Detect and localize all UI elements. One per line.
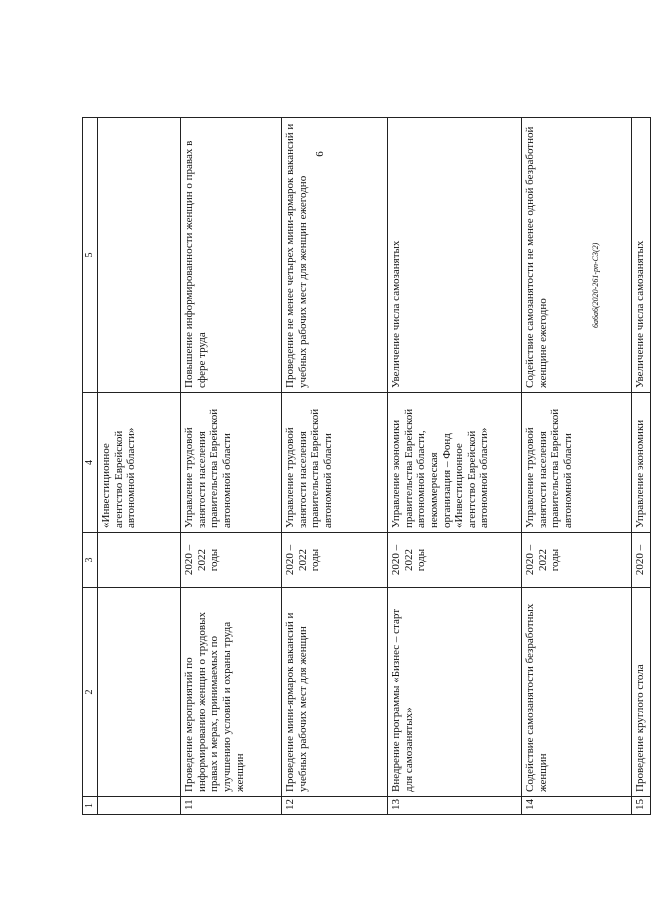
document-id: 6a6a6(2020-261-pn-C3(2) (591, 242, 600, 328)
result-cell: Повышение информированности женщин о правах в сфере труда (181, 118, 282, 393)
executor-cell: Управление трудовой занятости населения правительства Еврейской автономной области (282, 393, 388, 533)
result-cell: Увеличение числа самозанятых (388, 118, 522, 393)
result-cell: Увеличение числа самозанятых (632, 118, 651, 393)
program-events-table (82, 117, 651, 815)
cell-empty (98, 118, 181, 393)
header-col-5: 5 (83, 118, 98, 393)
header-col-4: 4 (83, 393, 98, 533)
continuation-row (98, 118, 181, 815)
event-cell: Проведение мини-ярмарок вакансий и учебных рабочих мест для женщин (282, 588, 388, 797)
row-number: 15 (632, 797, 651, 815)
result-cell: Проведение не менее четырех мини-ярмарок вакансий и учебных рабочих мест для женщин ежегодно (282, 118, 388, 393)
page-number: 6 (314, 151, 326, 157)
header-col-2: 2 (83, 588, 98, 797)
period-cell: 2020 – 2022 годы (388, 533, 522, 588)
cell-empty (98, 533, 181, 588)
cell-empty (98, 797, 181, 815)
table-row (181, 118, 282, 815)
executor-cell: Управление экономики правительства Еврейской автономной области, некоммерческая организация – Фонд «Инвестиционное агентство Еврейской автономной области» (388, 393, 522, 533)
table-header-row (83, 118, 98, 815)
period-cell: 2020 – 2022 годы (522, 533, 632, 588)
event-cell: Проведение мероприятий по информированию женщин о трудовых правах и мерах, принимаемых по улучшению условий и охраны труда женщин (181, 588, 282, 797)
row-number: 11 (181, 797, 282, 815)
header-col-3: 3 (83, 533, 98, 588)
event-cell: Внедрение программы «Бизнес – старт для самозанятых» (388, 588, 522, 797)
continued-executor: «Инвестиционное агентство Еврейской автономной области» (98, 393, 181, 533)
table-row (388, 118, 522, 815)
cell-empty (98, 588, 181, 797)
executor-cell: Управление экономики (632, 393, 651, 533)
period-cell: 2020 – (632, 533, 651, 588)
event-cell: Содействие самозанятости безработных женщин (522, 588, 632, 797)
period-cell: 2020 – 2022 годы (282, 533, 388, 588)
executor-cell: Управление трудовой занятости населения правительства Еврейской автономной области (181, 393, 282, 533)
row-number: 13 (388, 797, 522, 815)
result-cell: Содействие самозанятости не менее одной безработной женщине ежегодно (522, 118, 632, 393)
table-row (632, 118, 651, 815)
table-row (282, 118, 388, 815)
row-number: 12 (282, 797, 388, 815)
executor-cell: Управление трудовой занятости населения правительства Еврейской автономной области (522, 393, 632, 533)
event-cell: Проведение круглого стола (632, 588, 651, 797)
table-row (522, 118, 632, 815)
row-number: 14 (522, 797, 632, 815)
period-cell: 2020 – 2022 годы (181, 533, 282, 588)
header-col-1: 1 (83, 797, 98, 815)
